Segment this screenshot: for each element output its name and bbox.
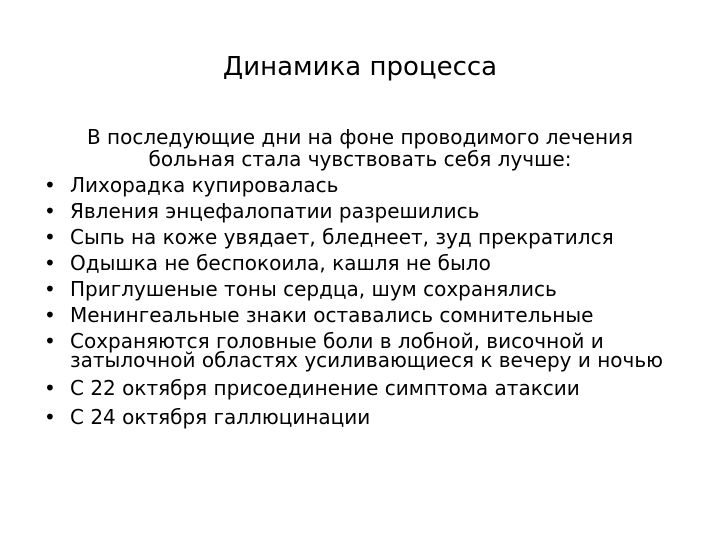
list-item-text: Менингеальные знаки оставались сомнительные	[70, 303, 594, 327]
list-item	[44, 276, 664, 302]
list-item	[44, 250, 664, 276]
bullet-icon: •	[44, 173, 56, 197]
list-item-text: Явления энцефалопатии разрешились	[70, 199, 480, 223]
bullet-icon: •	[44, 199, 56, 223]
list-item-text: Одышка не беспокоила, кашля не было	[70, 251, 491, 275]
bullet-icon: •	[44, 376, 56, 400]
bullet-icon: •	[44, 277, 56, 301]
list-item-text: С 24 октября галлюцинации	[70, 405, 371, 429]
bullet-icon: •	[44, 329, 56, 353]
bullet-icon: •	[44, 251, 56, 275]
slide-title: Динамика процесса	[222, 52, 498, 82]
bullet-icon: •	[44, 303, 56, 327]
slide-body	[44, 126, 664, 430]
list-item-text: Приглушеные тоны сердца, шум сохранялись	[70, 277, 557, 301]
list-item	[44, 375, 664, 401]
list-item-text: Сохраняются головные боли в лобной, височной и затылочной областях усиливающиеся к вечеру и ночью	[70, 329, 663, 372]
list-item	[44, 198, 664, 224]
bullet-icon: •	[44, 225, 56, 249]
list-item	[44, 302, 664, 328]
list-item-text: С 22 октября присоединение симптома атаксии	[70, 376, 580, 400]
list-item	[44, 328, 664, 375]
list-item-text: Лихорадка купировалась	[70, 173, 339, 197]
bullet-list	[44, 172, 664, 430]
bullet-icon: •	[44, 405, 56, 429]
intro-text: В последующие дни на фоне проводимого лечения больная стала чувствовать себя лучше:	[86, 125, 634, 171]
list-item	[44, 224, 664, 250]
list-item-text: Сыпь на коже увядает, бледнеет, зуд прекратился	[70, 225, 614, 249]
list-item	[44, 172, 664, 198]
list-item	[44, 404, 664, 430]
